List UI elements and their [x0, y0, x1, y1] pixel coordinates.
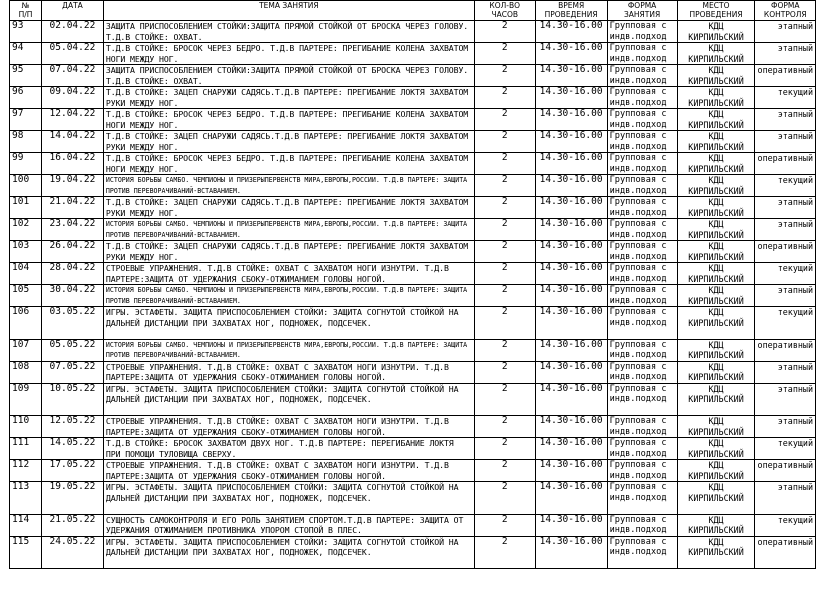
row-date: 14.05.22: [41, 438, 103, 460]
row-time: 14.30-16.00: [535, 43, 607, 65]
row-control: текущий: [755, 87, 816, 109]
row-form: Групповая с индв.подход: [607, 263, 677, 285]
table-row: [10, 43, 816, 65]
row-control: оперативный: [755, 153, 816, 175]
row-form: Групповая с индв.подход: [607, 438, 677, 460]
row-control: текущий: [755, 263, 816, 285]
row-number: 101: [10, 197, 42, 219]
row-number: 112: [10, 460, 42, 482]
table-row: [10, 307, 816, 340]
row-topic: СТРОЕВЫЕ УПРАЖНЕНИЯ. Т.Д.В СТОЙКЕ: ОХВАТ С ЗАХВАТОМ НОГИ ИЗНУТРИ. Т.Д.В ПАРТЕРЕ:ЗАЩИТА ОТ УДЕРЖАНИЯ СБОКУ-ОТЖИМАНИЕМ ГОЛОВЫ НОГОЙ.: [103, 460, 474, 482]
table-row: [10, 536, 816, 569]
row-place: КДЦ КИРПИЛЬСКИЙ: [677, 460, 755, 482]
header-place: МЕСТО ПРОВЕДЕНИЯ: [677, 1, 755, 21]
table-header: [10, 1, 816, 21]
row-form: Групповая с индв.подход: [607, 536, 677, 569]
row-hours: 2: [474, 21, 535, 43]
row-form: Групповая с индв.подход: [607, 131, 677, 153]
row-hours: 2: [474, 109, 535, 131]
row-number: 103: [10, 241, 42, 263]
row-date: 23.04.22: [41, 219, 103, 241]
row-form: Групповая с индв.подход: [607, 285, 677, 307]
row-place: КДЦ КИРПИЛЬСКИЙ: [677, 285, 755, 307]
row-date: 03.05.22: [41, 307, 103, 340]
row-time: 14.30-16.00: [535, 21, 607, 43]
row-place: КДЦ КИРПИЛЬСКИЙ: [677, 307, 755, 340]
row-topic: ИГРЫ. ЭСТАФЕТЫ. ЗАЩИТА ПРИСПОСОБЛЕНИЕМ СТОЙКИ: ЗАЩИТА СОГНУТОЙ СТОЙКОЙ НА ДАЛЬНЕЙ ДИСТАНЦИИ ПРИ ЗАХВАТАХ НОГ, ПОДНОЖЕК, ПОДСЕЧЕК.: [103, 307, 474, 340]
row-control: этапный: [755, 219, 816, 241]
row-form: Групповая с индв.подход: [607, 460, 677, 482]
row-hours: 2: [474, 285, 535, 307]
row-place: КДЦ КИРПИЛЬСКИЙ: [677, 361, 755, 383]
row-topic: СТРОЕВЫЕ УПРАЖНЕНИЯ. Т.Д.В СТОЙКЕ: ОХВАТ С ЗАХВАТОМ НОГИ ИЗНУТРИ. Т.Д.В ПАРТЕРЕ:ЗАЩИТА ОТ УДЕРЖАНИЯ СБОКУ-ОТЖИМАНИЕМ ГОЛОВЫ НОГОЙ.: [103, 361, 474, 383]
row-date: 19.05.22: [41, 482, 103, 515]
table-row: [10, 241, 816, 263]
row-number: 105: [10, 285, 42, 307]
row-hours: 2: [474, 131, 535, 153]
row-time: 14.30-16.00: [535, 514, 607, 536]
row-number: 106: [10, 307, 42, 340]
row-date: 14.04.22: [41, 131, 103, 153]
table-row: [10, 65, 816, 87]
row-control: оперативный: [755, 241, 816, 263]
row-topic: Т.Д.В СТОЙКЕ: БРОСОК ЧЕРЕЗ БЕДРО. Т.Д.В ПАРТЕРЕ: ПРЕГИБАНИЕ КОЛЕНА ЗАХВАТОМ НОГИ МЕЖДУ НОГ.: [103, 109, 474, 131]
row-control: этапный: [755, 131, 816, 153]
row-control: текущий: [755, 438, 816, 460]
row-number: 107: [10, 339, 42, 361]
row-form: Групповая с индв.подход: [607, 65, 677, 87]
row-number: 98: [10, 131, 42, 153]
row-place: КДЦ КИРПИЛЬСКИЙ: [677, 416, 755, 438]
row-time: 14.30-16.00: [535, 482, 607, 515]
row-hours: 2: [474, 482, 535, 515]
row-hours: 2: [474, 65, 535, 87]
row-place: КДЦ КИРПИЛЬСКИЙ: [677, 197, 755, 219]
row-hours: 2: [474, 339, 535, 361]
row-date: 30.04.22: [41, 285, 103, 307]
row-topic: Т.Д.В СТОЙКЕ: БРОСОК ЧЕРЕЗ БЕДРО. Т.Д.В ПАРТЕРЕ: ПРЕГИБАНИЕ КОЛЕНА ЗАХВАТОМ НОГИ МЕЖДУ НОГ.: [103, 43, 474, 65]
row-place: КДЦ КИРПИЛЬСКИЙ: [677, 65, 755, 87]
row-time: 14.30-16.00: [535, 263, 607, 285]
row-form: Групповая с индв.подход: [607, 43, 677, 65]
row-place: КДЦ КИРПИЛЬСКИЙ: [677, 482, 755, 515]
header-time: ВРЕМЯ ПРОВЕДЕНИЯ: [535, 1, 607, 21]
row-place: КДЦ КИРПИЛЬСКИЙ: [677, 87, 755, 109]
row-topic: ИГРЫ. ЭСТАФЕТЫ. ЗАЩИТА ПРИСПОСОБЛЕНИЕМ СТОЙКИ: ЗАЩИТА СОГНУТОЙ СТОЙКОЙ НА ДАЛЬНЕЙ ДИСТАНЦИИ ПРИ ЗАХВАТАХ НОГ, ПОДНОЖЕК, ПОДСЕЧЕК.: [103, 383, 474, 416]
row-date: 19.04.22: [41, 175, 103, 197]
table-row: [10, 197, 816, 219]
row-form: Групповая с индв.подход: [607, 153, 677, 175]
table-row: [10, 21, 816, 43]
table-row: [10, 87, 816, 109]
row-time: 14.30-16.00: [535, 383, 607, 416]
row-time: 14.30-16.00: [535, 438, 607, 460]
row-hours: 2: [474, 175, 535, 197]
row-date: 09.04.22: [41, 87, 103, 109]
row-date: 12.05.22: [41, 416, 103, 438]
row-number: 97: [10, 109, 42, 131]
header-control: ФОРМА КОНТРОЛЯ: [755, 1, 816, 21]
row-control: этапный: [755, 43, 816, 65]
row-form: Групповая с индв.подход: [607, 482, 677, 515]
row-time: 14.30-16.00: [535, 87, 607, 109]
row-topic: ЗАЩИТА ПРИСПОСОБЛЕНИЕМ СТОЙКИ:ЗАЩИТА ПРЯМОЙ СТОЙКОЙ ОТ БРОСКА ЧЕРЕЗ ГОЛОВУ. Т.Д.В СТОЙКЕ: ОХВАТ.: [103, 21, 474, 43]
row-number: 111: [10, 438, 42, 460]
table-row: [10, 514, 816, 536]
row-control: этапный: [755, 285, 816, 307]
row-date: 24.05.22: [41, 536, 103, 569]
table-row: [10, 460, 816, 482]
table-row: [10, 482, 816, 515]
row-control: текущий: [755, 307, 816, 340]
row-place: КДЦ КИРПИЛЬСКИЙ: [677, 263, 755, 285]
row-control: этапный: [755, 416, 816, 438]
row-time: 14.30-16.00: [535, 339, 607, 361]
header-topic: ТЕМА ЗАНЯТИЯ: [103, 1, 474, 21]
row-hours: 2: [474, 241, 535, 263]
row-date: 21.04.22: [41, 197, 103, 219]
schedule-table: [9, 0, 816, 569]
row-hours: 2: [474, 536, 535, 569]
row-date: 05.05.22: [41, 339, 103, 361]
row-place: КДЦ КИРПИЛЬСКИЙ: [677, 339, 755, 361]
row-place: КДЦ КИРПИЛЬСКИЙ: [677, 43, 755, 65]
row-date: 16.04.22: [41, 153, 103, 175]
row-number: 102: [10, 219, 42, 241]
row-control: оперативный: [755, 460, 816, 482]
row-form: Групповая с индв.подход: [607, 514, 677, 536]
table-row: [10, 175, 816, 197]
row-form: Групповая с индв.подход: [607, 307, 677, 340]
row-time: 14.30-16.00: [535, 65, 607, 87]
row-number: 104: [10, 263, 42, 285]
header-form: ФОРМА ЗАНЯТИЯ: [607, 1, 677, 21]
row-control: этапный: [755, 21, 816, 43]
row-time: 14.30-16.00: [535, 536, 607, 569]
table-body: [10, 21, 816, 569]
row-number: 100: [10, 175, 42, 197]
table-row: [10, 131, 816, 153]
row-time: 14.30-16.00: [535, 219, 607, 241]
row-control: этапный: [755, 197, 816, 219]
table-row: [10, 263, 816, 285]
table-row: [10, 285, 816, 307]
table-row: [10, 339, 816, 361]
row-hours: 2: [474, 307, 535, 340]
row-time: 14.30-16.00: [535, 197, 607, 219]
row-form: Групповая с индв.подход: [607, 339, 677, 361]
row-control: текущий: [755, 514, 816, 536]
header-num: № П/П: [10, 1, 42, 21]
row-place: КДЦ КИРПИЛЬСКИЙ: [677, 153, 755, 175]
row-hours: 2: [474, 153, 535, 175]
row-time: 14.30-16.00: [535, 460, 607, 482]
row-hours: 2: [474, 514, 535, 536]
row-hours: 2: [474, 43, 535, 65]
row-time: 14.30-16.00: [535, 361, 607, 383]
row-time: 14.30-16.00: [535, 131, 607, 153]
table-row: [10, 383, 816, 416]
row-date: 26.04.22: [41, 241, 103, 263]
row-number: 113: [10, 482, 42, 515]
row-hours: 2: [474, 263, 535, 285]
row-topic: ИСТОРИЯ БОРЬБЫ САМБО. ЧЕМПИОНЫ И ПРИЗЕРЫПЕРВЕНСТВ МИРА,ЕВРОПЫ,РОССИИ. Т.Д.В ПАРТЕРЕ: ЗАЩИТА ПРОТИВ ПЕРЕВОРАЧИВАНИЙ-ВСТАВАНИЕМ.: [103, 285, 474, 307]
row-control: этапный: [755, 109, 816, 131]
row-hours: 2: [474, 383, 535, 416]
row-form: Групповая с индв.подход: [607, 241, 677, 263]
row-control: оперативный: [755, 65, 816, 87]
table-row: [10, 361, 816, 383]
row-topic: Т.Д.В СТОЙКЕ: ЗАЦЕП СНАРУЖИ САДЯСЬ.Т.Д.В ПАРТЕРЕ: ПРЕГИБАНИЕ ЛОКТЯ ЗАХВАТОМ РУКИ МЕЖДУ НОГ.: [103, 241, 474, 263]
row-hours: 2: [474, 361, 535, 383]
row-topic: ИГРЫ. ЭСТАФЕТЫ. ЗАЩИТА ПРИСПОСОБЛЕНИЕМ СТОЙКИ: ЗАЩИТА СОГНУТОЙ СТОЙКОЙ НА ДАЛЬНЕЙ ДИСТАНЦИИ ПРИ ЗАХВАТАХ НОГ, ПОДНОЖЕК, ПОДСЕЧЕК.: [103, 536, 474, 569]
row-form: Групповая с индв.подход: [607, 87, 677, 109]
table-row: [10, 109, 816, 131]
row-control: оперативный: [755, 536, 816, 569]
row-topic: Т.Д.В СТОЙКЕ: ЗАЦЕП СНАРУЖИ САДЯСЬ.Т.Д.В ПАРТЕРЕ: ПРЕГИБАНИЕ ЛОКТЯ ЗАХВАТОМ РУКИ МЕЖДУ НОГ.: [103, 87, 474, 109]
row-place: КДЦ КИРПИЛЬСКИЙ: [677, 438, 755, 460]
row-topic: ИСТОРИЯ БОРЬБЫ САМБО. ЧЕМПИОНЫ И ПРИЗЕРЫПЕРВЕНСТВ МИРА,ЕВРОПЫ,РОССИИ. Т.Д.В ПАРТЕРЕ: ЗАЩИТА ПРОТИВ ПЕРЕВОРАЧИВАНИЙ-ВСТАВАНИЕМ.: [103, 339, 474, 361]
row-number: 109: [10, 383, 42, 416]
row-topic: ЗАЩИТА ПРИСПОСОБЛЕНИЕМ СТОЙКИ:ЗАЩИТА ПРЯМОЙ СТОЙКОЙ ОТ БРОСКА ЧЕРЕЗ ГОЛОВУ. Т.Д.В СТОЙКЕ: ОХВАТ.: [103, 65, 474, 87]
row-control: этапный: [755, 383, 816, 416]
row-date: 21.05.22: [41, 514, 103, 536]
row-place: КДЦ КИРПИЛЬСКИЙ: [677, 21, 755, 43]
row-hours: 2: [474, 438, 535, 460]
row-topic: ИГРЫ. ЭСТАФЕТЫ. ЗАЩИТА ПРИСПОСОБЛЕНИЕМ СТОЙКИ: ЗАЩИТА СОГНУТОЙ СТОЙКОЙ НА ДАЛЬНЕЙ ДИСТАНЦИИ ПРИ ЗАХВАТАХ НОГ, ПОДНОЖЕК, ПОДСЕЧЕК.: [103, 482, 474, 515]
row-time: 14.30-16.00: [535, 241, 607, 263]
row-number: 93: [10, 21, 42, 43]
row-time: 14.30-16.00: [535, 416, 607, 438]
row-form: Групповая с индв.подход: [607, 21, 677, 43]
row-topic: Т.Д.В СТОЙКЕ: ЗАЦЕП СНАРУЖИ САДЯСЬ.Т.Д.В ПАРТЕРЕ: ПРЕГИБАНИЕ ЛОКТЯ ЗАХВАТОМ РУКИ МЕЖДУ НОГ.: [103, 131, 474, 153]
row-form: Групповая с индв.подход: [607, 383, 677, 416]
row-number: 110: [10, 416, 42, 438]
row-date: 10.05.22: [41, 383, 103, 416]
row-control: оперативный: [755, 339, 816, 361]
row-form: Групповая с индв.подход: [607, 219, 677, 241]
row-time: 14.30-16.00: [535, 153, 607, 175]
row-form: Групповая с индв.подход: [607, 109, 677, 131]
row-place: КДЦ КИРПИЛЬСКИЙ: [677, 131, 755, 153]
row-number: 94: [10, 43, 42, 65]
row-place: КДЦ КИРПИЛЬСКИЙ: [677, 536, 755, 569]
row-time: 14.30-16.00: [535, 307, 607, 340]
row-time: 14.30-16.00: [535, 285, 607, 307]
row-hours: 2: [474, 460, 535, 482]
row-hours: 2: [474, 219, 535, 241]
row-time: 14.30-16.00: [535, 109, 607, 131]
row-place: КДЦ КИРПИЛЬСКИЙ: [677, 175, 755, 197]
row-place: КДЦ КИРПИЛЬСКИЙ: [677, 383, 755, 416]
row-hours: 2: [474, 87, 535, 109]
row-place: КДЦ КИРПИЛЬСКИЙ: [677, 219, 755, 241]
row-topic: СУЩНОСТЬ САМОКОНТРОЛЯ И ЕГО РОЛЬ ЗАНЯТИЕМ СПОРТОМ.Т.Д.В ПАРТЕРЕ: ЗАЩИТА ОТ УДЕРЖАНИЯ ОТЖИМАНИЕМ ПРОТИВНИКА УПОРОМ СТОПОЙ В ПЛЕС.: [103, 514, 474, 536]
row-number: 96: [10, 87, 42, 109]
row-hours: 2: [474, 416, 535, 438]
row-topic: СТРОЕВЫЕ УПРАЖНЕНИЯ. Т.Д.В СТОЙКЕ: ОХВАТ С ЗАХВАТОМ НОГИ ИЗНУТРИ. Т.Д.В ПАРТЕРЕ:ЗАЩИТА ОТ УДЕРЖАНИЯ СБОКУ-ОТЖИМАНИЕМ ГОЛОВЫ НОГОЙ.: [103, 416, 474, 438]
row-date: 07.05.22: [41, 361, 103, 383]
row-number: 115: [10, 536, 42, 569]
table-row: [10, 153, 816, 175]
row-form: Групповая с индв.подход: [607, 361, 677, 383]
row-number: 99: [10, 153, 42, 175]
row-control: этапный: [755, 361, 816, 383]
row-topic: Т.Д.В СТОЙКЕ: ЗАЦЕП СНАРУЖИ САДЯСЬ.Т.Д.В ПАРТЕРЕ: ПРЕГИБАНИЕ ЛОКТЯ ЗАХВАТОМ РУКИ МЕЖДУ НОГ.: [103, 197, 474, 219]
row-place: КДЦ КИРПИЛЬСКИЙ: [677, 241, 755, 263]
row-date: 12.04.22: [41, 109, 103, 131]
row-form: Групповая с индв.подход: [607, 197, 677, 219]
row-number: 114: [10, 514, 42, 536]
row-number: 95: [10, 65, 42, 87]
table-row: [10, 416, 816, 438]
row-topic: ИСТОРИЯ БОРЬБЫ САМБО. ЧЕМПИОНЫ И ПРИЗЕРЫПЕРВЕНСТВ МИРА,ЕВРОПЫ,РОССИИ. Т.Д.В ПАРТЕРЕ: ЗАЩИТА ПРОТИВ ПЕРЕВОРАЧИВАНИЙ-ВСТАВАНИЕМ.: [103, 175, 474, 197]
row-time: 14.30-16.00: [535, 175, 607, 197]
row-date: 05.04.22: [41, 43, 103, 65]
row-date: 07.04.22: [41, 65, 103, 87]
row-number: 108: [10, 361, 42, 383]
row-date: 28.04.22: [41, 263, 103, 285]
row-date: 17.05.22: [41, 460, 103, 482]
row-hours: 2: [474, 197, 535, 219]
header-date: ДАТА: [41, 1, 103, 21]
row-topic: Т.Д.В СТОЙКЕ: БРОСОК ЧЕРЕЗ БЕДРО. Т.Д.В ПАРТЕРЕ: ПРЕГИБАНИЕ КОЛЕНА ЗАХВАТОМ НОГИ МЕЖДУ НОГ.: [103, 153, 474, 175]
row-form: Групповая с индв.подход: [607, 175, 677, 197]
row-date: 02.04.22: [41, 21, 103, 43]
row-form: Групповая с индв.подход: [607, 416, 677, 438]
row-topic: Т.Д.В СТОЙКЕ: БРОСОК ЗАХВАТОМ ДВУХ НОГ. Т.Д.В ПАРТЕРЕ: ПЕРЕГИБАНИЕ ЛОКТЯ ПРИ ПОМОЩИ ТУЛОВИЩА СВЕРХУ.: [103, 438, 474, 460]
row-control: этапный: [755, 482, 816, 515]
row-topic: ИСТОРИЯ БОРЬБЫ САМБО. ЧЕМПИОНЫ И ПРИЗЕРЫПЕРВЕНСТВ МИРА,ЕВРОПЫ,РОССИИ. Т.Д.В ПАРТЕРЕ: ЗАЩИТА ПРОТИВ ПЕРЕВОРАЧИВАНИЙ-ВСТАВАНИЕМ.: [103, 219, 474, 241]
header-hours: КОЛ-ВО ЧАСОВ: [474, 1, 535, 21]
row-place: КДЦ КИРПИЛЬСКИЙ: [677, 514, 755, 536]
table-row: [10, 219, 816, 241]
row-place: КДЦ КИРПИЛЬСКИЙ: [677, 109, 755, 131]
table-row: [10, 438, 816, 460]
row-control: текущий: [755, 175, 816, 197]
row-topic: СТРОЕВЫЕ УПРАЖНЕНИЯ. Т.Д.В СТОЙКЕ: ОХВАТ С ЗАХВАТОМ НОГИ ИЗНУТРИ. Т.Д.В ПАРТЕРЕ:ЗАЩИТА ОТ УДЕРЖАНИЯ СБОКУ-ОТЖИМАНИЕМ ГОЛОВЫ НОГОЙ.: [103, 263, 474, 285]
